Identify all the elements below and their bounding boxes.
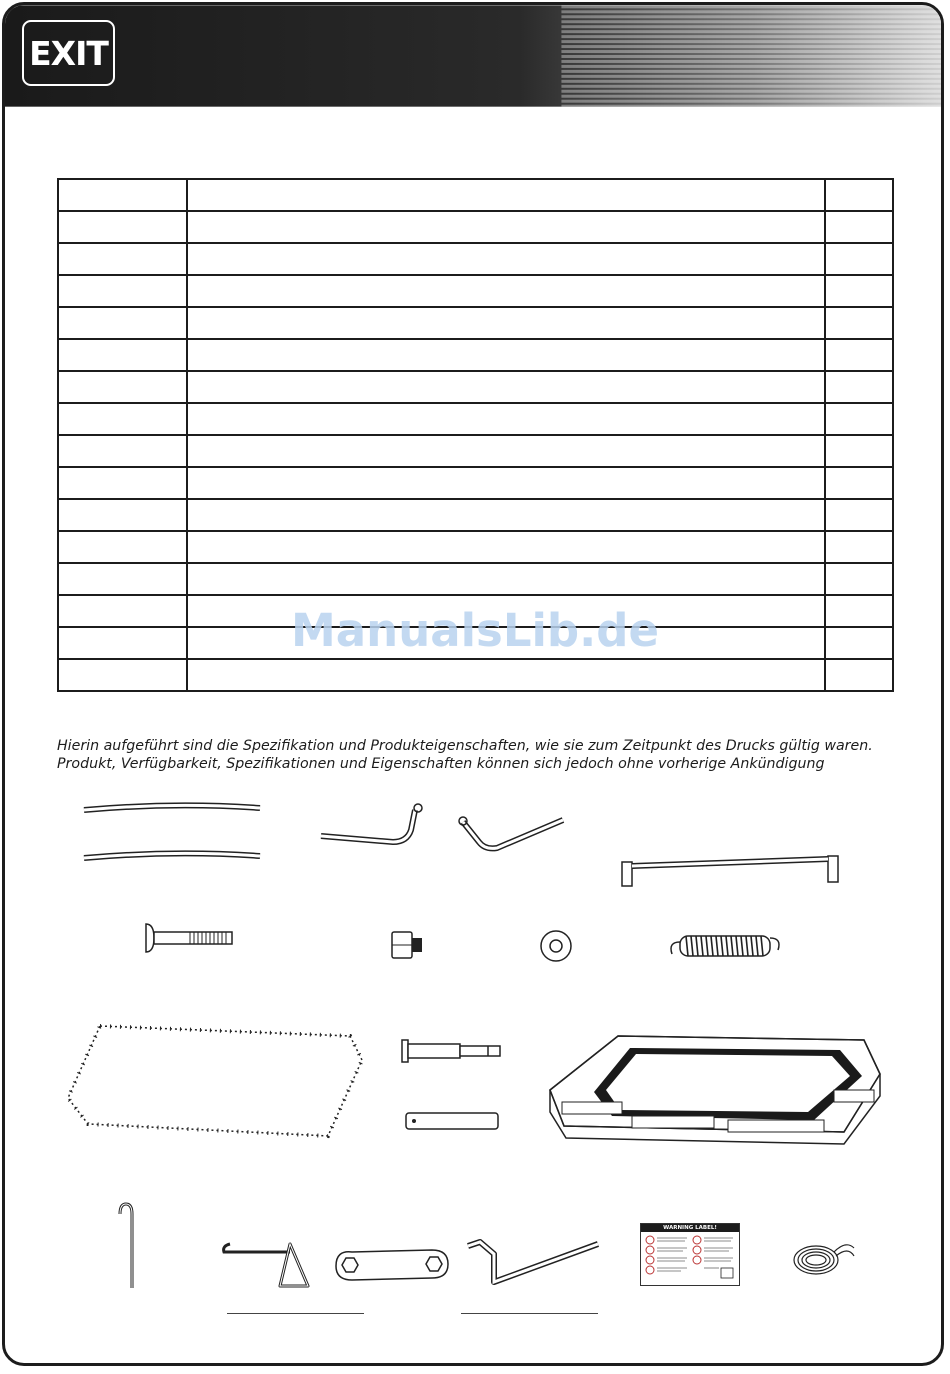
table-cell (825, 531, 893, 563)
table-row (58, 467, 893, 499)
table-cell (58, 339, 187, 371)
table-cell (825, 307, 893, 339)
table-cell (58, 371, 187, 403)
table-cell (187, 499, 825, 531)
exit-logo (22, 20, 115, 86)
watermark: ManualsLib.de (291, 604, 659, 657)
bolt-icon (140, 920, 238, 956)
table-cell (58, 435, 187, 467)
table-cell (825, 211, 893, 243)
table-cell (58, 179, 187, 211)
nut-icon (388, 928, 428, 962)
table-cell (58, 563, 187, 595)
wrench-icon (330, 1244, 454, 1286)
table-cell (58, 275, 187, 307)
warning-pictograms-icon (641, 1232, 737, 1282)
table-cell (187, 307, 825, 339)
table-cell (187, 563, 825, 595)
table-cell (187, 403, 825, 435)
assembly-tool-icon (460, 1232, 606, 1296)
separator-line-right (461, 1313, 598, 1314)
connector-pin-icon (396, 1034, 506, 1068)
ground-anchor-icon (112, 1200, 142, 1294)
table-cell (187, 211, 825, 243)
table-cell (825, 371, 893, 403)
warning-label-card (640, 1223, 740, 1286)
table-cell (825, 179, 893, 211)
table-cell (58, 531, 187, 563)
connector-sleeve-icon (400, 1108, 504, 1134)
table-row (58, 659, 893, 691)
table-cell (825, 435, 893, 467)
table-cell (825, 659, 893, 691)
table-row (58, 563, 893, 595)
table-cell (187, 659, 825, 691)
spring-puller-icon (218, 1238, 314, 1296)
logo-text: EXIT (29, 33, 108, 73)
corner-tube-right-icon (455, 810, 570, 858)
separator-line-left (227, 1313, 364, 1314)
table-cell (825, 467, 893, 499)
table-cell (58, 659, 187, 691)
table-row (58, 243, 893, 275)
table-cell (187, 243, 825, 275)
frame-tube-straight-icon (78, 798, 268, 870)
table-cell (825, 339, 893, 371)
table-cell (825, 275, 893, 307)
table-row (58, 435, 893, 467)
table-row (58, 307, 893, 339)
table-cell (825, 563, 893, 595)
table-cell (825, 403, 893, 435)
table-row (58, 403, 893, 435)
disclaimer-line-1: Hierin aufgeführt sind die Spezifikation und Produkteigenschaften, wie sie zum Zeitpunkt des Drucks gültig waren. (57, 738, 873, 754)
table-row (58, 275, 893, 307)
table-cell (187, 435, 825, 467)
table-cell (58, 403, 187, 435)
table-cell (187, 467, 825, 499)
table-cell (187, 275, 825, 307)
table-row (58, 179, 893, 211)
table-cell (187, 179, 825, 211)
disclaimer (57, 737, 937, 773)
table-row (58, 531, 893, 563)
washer-icon (538, 928, 574, 964)
header-band (5, 5, 941, 107)
table-cell (187, 339, 825, 371)
trampoline-icon (544, 1028, 886, 1150)
table-cell (58, 499, 187, 531)
corner-tube-left-icon (315, 800, 430, 852)
jumping-mat-icon (60, 1020, 370, 1142)
table-cell (58, 243, 187, 275)
rope-icon (786, 1234, 858, 1282)
table-cell (58, 307, 187, 339)
table-row (58, 211, 893, 243)
table-row (58, 371, 893, 403)
table-cell (825, 243, 893, 275)
table-cell (187, 371, 825, 403)
disclaimer-line-2: Produkt, Verfügbarkeit, Spezifikationen und Eigenschaften können sich jedoch ohne vorherige Ankündigung (57, 756, 825, 772)
spring-icon (666, 922, 784, 968)
table-row (58, 339, 893, 371)
table-row (58, 499, 893, 531)
table-cell (58, 211, 187, 243)
table-cell (825, 499, 893, 531)
table-cell (58, 467, 187, 499)
table-cell (187, 531, 825, 563)
leg-tube-icon (618, 850, 844, 892)
warning-label-title: WARNING LABEL! (641, 1224, 739, 1232)
